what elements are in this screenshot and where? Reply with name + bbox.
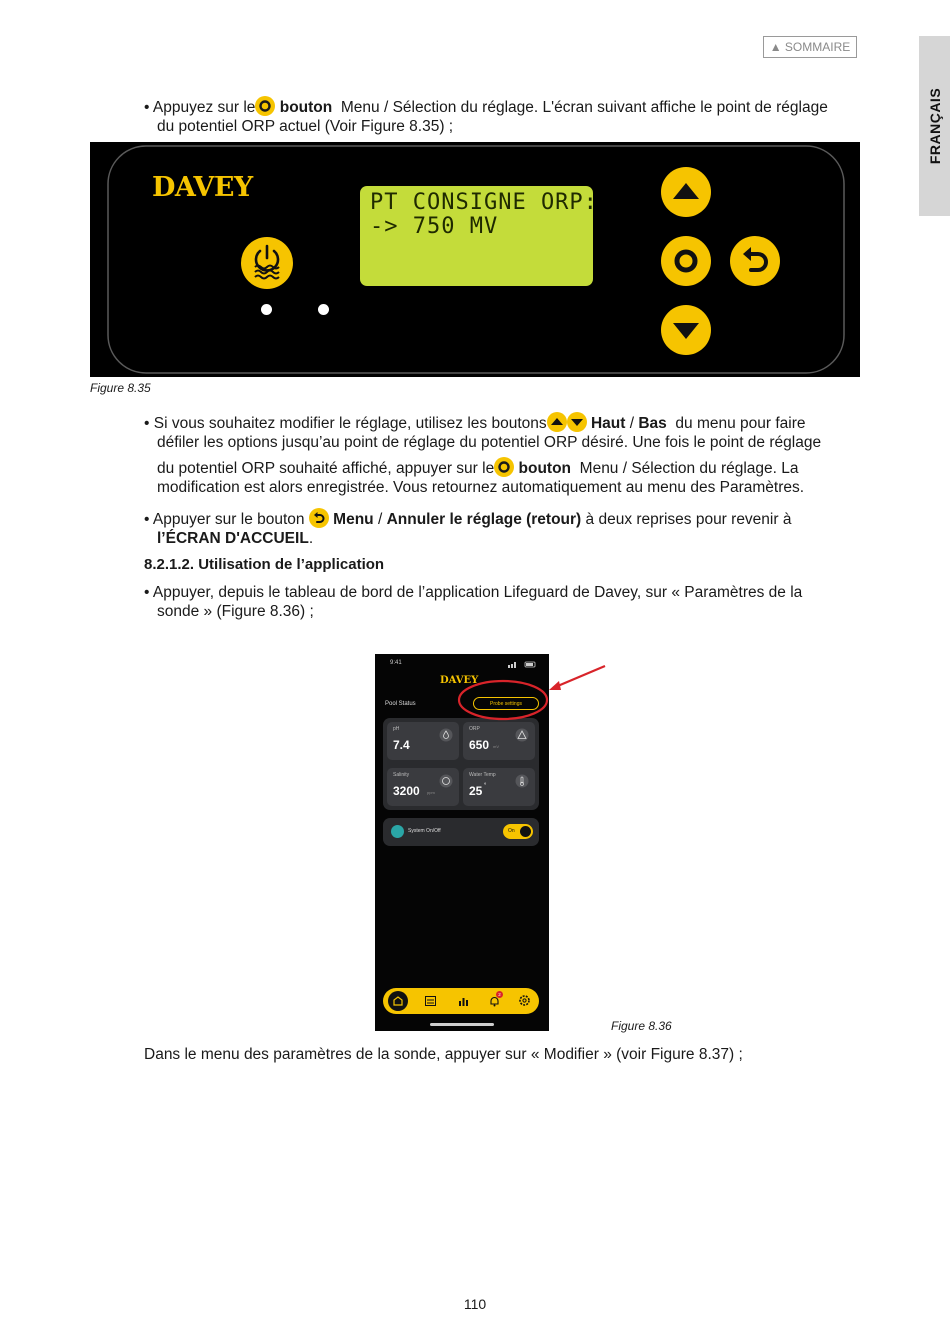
menu-button-icon — [255, 96, 275, 116]
salt-icon — [439, 774, 453, 788]
paragraph-menu-select — [144, 96, 864, 136]
water-temp-value: 25 — [469, 784, 483, 798]
para4-line2: sonde » (Figure 8.36) ; — [157, 603, 314, 620]
app-davey-logo: DAVEY — [440, 675, 479, 686]
ph-label: pH — [393, 726, 400, 732]
para3-post: à deux reprises pour revenir à — [585, 511, 792, 528]
drop-icon — [439, 728, 453, 742]
annotation-circle — [459, 681, 547, 719]
menu-button-icon — [661, 236, 711, 286]
bullet: • — [144, 511, 150, 528]
bullet: • — [144, 415, 150, 432]
paragraph-modify: Dans le menu des paramètres de la sonde, appuyer sur « Modifier » (voir Figure 8.37) ; — [144, 1046, 743, 1063]
back-button-icon — [730, 236, 780, 286]
figure-caption-8-36: Figure 8.36 — [611, 1019, 672, 1033]
salinity-value: 3200 — [393, 784, 420, 798]
orp-value: 650 — [469, 738, 490, 752]
thermometer-icon — [515, 774, 529, 788]
lcd-line-1: PT CONSIGNE ORP: — [370, 190, 598, 215]
water-temp-unit: ° — [484, 783, 487, 789]
system-toggle-row — [383, 818, 539, 846]
home-indicator — [430, 1023, 494, 1026]
readings-card — [383, 718, 539, 810]
para1-post: Menu / Sélection du réglage. L'écran suivant affiche le point de réglage — [340, 99, 828, 116]
bullet: • — [144, 584, 150, 601]
up-button-icon — [547, 412, 567, 432]
davey-logo: DAVEY — [152, 172, 253, 203]
list-icon[interactable] — [425, 996, 436, 1006]
annotation-arrow-head — [549, 681, 561, 690]
orp-label: ORP — [469, 726, 480, 732]
bottom-nav — [383, 988, 539, 1014]
language-tab-label: FRANÇAIS — [926, 87, 943, 165]
para2-line3-pre: du potentiel ORP souhaité affiché, appuyer sur le — [157, 460, 495, 477]
page-number: 110 — [463, 1296, 487, 1312]
status-time: 9:41 — [390, 660, 402, 666]
power-button-icon — [241, 237, 293, 289]
menu-button-icon — [494, 457, 514, 477]
para2-bas: Bas — [638, 415, 667, 432]
para3-menu: Menu — [333, 511, 374, 528]
orp-unit: mV — [493, 744, 499, 749]
back-button-icon — [309, 508, 329, 528]
status-led-1 — [261, 304, 272, 315]
para2-line3-button: bouton — [518, 460, 572, 477]
paragraph-app-probe — [144, 583, 864, 621]
language-tab — [919, 36, 950, 216]
para3-home-screen: l’ÉCRAN D'ACCUEIL — [157, 530, 309, 547]
system-toggle[interactable] — [503, 824, 533, 839]
para2-post: du menu pour faire — [675, 415, 806, 432]
para2-sep: / — [629, 415, 635, 432]
lcd-line-2: -> 750 MV — [370, 214, 499, 239]
status-led-2 — [318, 304, 329, 315]
para3-sep: / — [377, 511, 383, 528]
para2-line3-post: Menu / Sélection du réglage. La — [579, 460, 799, 477]
system-icon — [391, 825, 404, 838]
salinity-label: Salinity — [393, 772, 410, 778]
paragraph-return-home — [144, 508, 864, 548]
annotation-overlay — [455, 660, 615, 722]
settings-gear-icon[interactable] — [519, 995, 530, 1006]
para2-line2: défiler les options jusqu’au point de réglage du potentiel ORP désiré. Une fois le point de réglage — [157, 434, 822, 451]
toggle-knob — [520, 826, 531, 837]
para4-line1: Appuyer, depuis le tableau de bord de l’application Lifeguard de Davey, sur « Paramètres de la — [152, 584, 803, 601]
toggle-label: On — [508, 828, 515, 834]
annotation-arrow-line — [553, 666, 605, 688]
paragraph-adjust-setting — [144, 412, 864, 497]
para1-button-word: bouton — [279, 99, 333, 116]
para1-line2: du potentiel ORP actuel (Voir Figure 8.35) ; — [157, 118, 454, 135]
salinity-unit: ppm — [427, 790, 435, 795]
para1-pre: Appuyez sur le — [152, 99, 256, 116]
pool-status-label: Pool Status — [385, 701, 416, 707]
water-temp-label: Water Temp — [469, 772, 496, 778]
para2-line4: modification est alors enregistrée. Vous retournez automatiquement au menu des Paramètres. — [157, 479, 805, 496]
notification-badge: 2 — [496, 991, 503, 998]
para3-period: . — [308, 530, 314, 547]
para3-annuler: Annuler le réglage (retour) — [386, 511, 582, 528]
para2-haut: Haut — [590, 415, 626, 432]
bullet: • — [144, 99, 150, 116]
probe-settings-button[interactable]: Probe settings — [473, 697, 539, 710]
para2-pre: Si vous souhaitez modifier le réglage, utilisez les boutons — [153, 415, 547, 432]
lcd-display — [360, 186, 598, 286]
ph-value: 7.4 — [393, 738, 410, 752]
control-panel-figure — [90, 142, 860, 377]
down-button-icon — [567, 412, 587, 432]
para3-pre: Appuyer sur le bouton — [152, 511, 305, 528]
sommaire-link[interactable]: ▲ SOMMAIRE — [763, 36, 857, 58]
up-button-icon — [661, 167, 711, 217]
warning-icon — [515, 728, 529, 742]
down-button-icon — [661, 305, 711, 355]
figure-caption-8-35: Figure 8.35 — [90, 381, 151, 395]
chart-icon[interactable] — [458, 996, 469, 1006]
system-label: System On/Off — [408, 828, 441, 834]
home-icon[interactable] — [388, 991, 408, 1011]
section-heading: 8.2.1.2. Utilisation de l’application — [144, 556, 385, 573]
